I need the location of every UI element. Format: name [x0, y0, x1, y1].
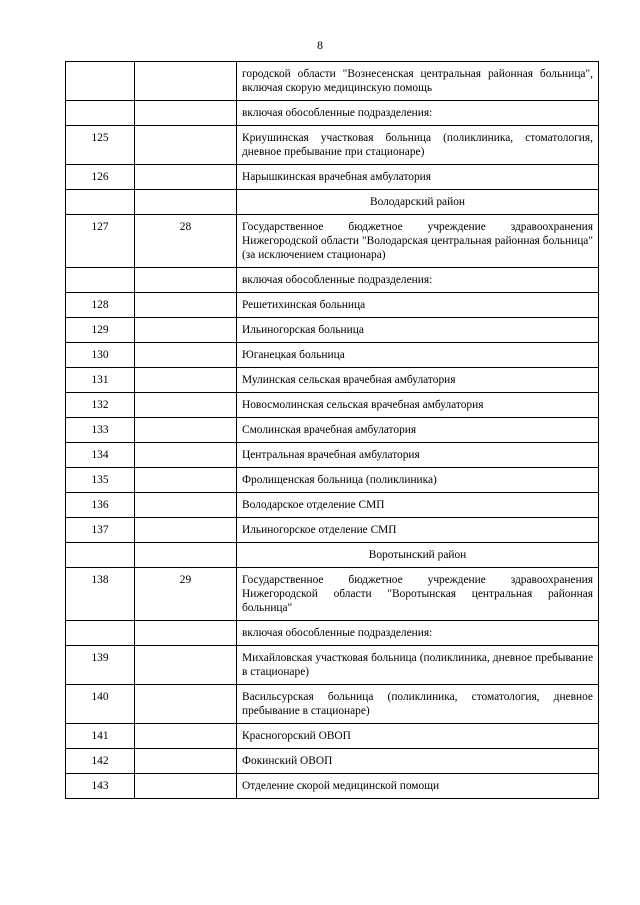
facility-name-cell: Центральная врачебная амбулатория	[237, 443, 599, 468]
facility-name-cell: Ильиногорское отделение СМП	[237, 518, 599, 543]
table-row	[66, 493, 599, 518]
table-row	[66, 418, 599, 443]
code-cell	[135, 621, 237, 646]
row-number-cell: 132	[66, 393, 135, 418]
row-number-cell: 125	[66, 126, 135, 165]
code-cell	[135, 443, 237, 468]
facility-name-cell: Государственное бюджетное учреждение здравоохранения Нижегородской области "Володарская центральная районная больница" (за исключением стационара)	[237, 215, 599, 268]
page-number: 8	[317, 38, 323, 52]
code-cell	[135, 685, 237, 724]
facility-name-cell: Смолинская врачебная амбулатория	[237, 418, 599, 443]
row-number-cell: 129	[66, 318, 135, 343]
row-number-cell	[66, 101, 135, 126]
facility-name-cell: Фокинский ОВОП	[237, 749, 599, 774]
facility-name-cell: Мулинская сельская врачебная амбулатория	[237, 368, 599, 393]
code-cell	[135, 293, 237, 318]
facility-name-cell: Государственное бюджетное учреждение здравоохранения Нижегородской области "Воротынская центральная районная больница"	[237, 568, 599, 621]
row-number-cell: 137	[66, 518, 135, 543]
table-row	[66, 518, 599, 543]
code-cell: 29	[135, 568, 237, 621]
facility-name-cell: Нарышкинская врачебная амбулатория	[237, 165, 599, 190]
row-number-cell: 140	[66, 685, 135, 724]
row-number-cell: 138	[66, 568, 135, 621]
facilities-table	[65, 61, 599, 799]
table-row	[66, 62, 599, 101]
code-cell	[135, 543, 237, 568]
facility-name-cell: включая обособленные подразделения:	[237, 621, 599, 646]
facility-name-cell: включая обособленные подразделения:	[237, 268, 599, 293]
code-cell	[135, 468, 237, 493]
table-row	[66, 343, 599, 368]
region-name-cell: Володарский район	[237, 190, 599, 215]
table-row	[66, 443, 599, 468]
region-name-cell: Воротынский район	[237, 543, 599, 568]
code-cell	[135, 165, 237, 190]
facility-name-cell: Володарское отделение СМП	[237, 493, 599, 518]
code-cell	[135, 724, 237, 749]
code-cell	[135, 62, 237, 101]
row-number-cell	[66, 268, 135, 293]
facility-name-cell: Михайловская участковая больница (поликлиника, дневное пребывание в стационаре)	[237, 646, 599, 685]
code-cell	[135, 343, 237, 368]
facility-name-cell: Красногорский ОВОП	[237, 724, 599, 749]
table-row	[66, 101, 599, 126]
row-number-cell: 127	[66, 215, 135, 268]
facility-name-cell: Ильиногорская больница	[237, 318, 599, 343]
code-cell	[135, 268, 237, 293]
facility-name-cell: городской области "Вознесенская центральная районная больница", включая скорую медицинскую помощь	[237, 62, 599, 101]
table-row	[66, 268, 599, 293]
table-row	[66, 724, 599, 749]
code-cell	[135, 749, 237, 774]
facility-name-cell: Криушинская участковая больница (поликлиника, стоматология, дневное пребывание при стационаре)	[237, 126, 599, 165]
facility-name-cell: Новосмолинская сельская врачебная амбулатория	[237, 393, 599, 418]
facility-name-cell: Отделение скорой медицинской помощи	[237, 774, 599, 799]
region-row	[66, 190, 599, 215]
facility-name-cell: Юганецкая больница	[237, 343, 599, 368]
code-cell	[135, 518, 237, 543]
row-number-cell: 130	[66, 343, 135, 368]
table-row	[66, 774, 599, 799]
code-cell	[135, 774, 237, 799]
row-number-cell: 136	[66, 493, 135, 518]
table-row	[66, 685, 599, 724]
table-row	[66, 368, 599, 393]
row-number-cell: 135	[66, 468, 135, 493]
code-cell	[135, 101, 237, 126]
row-number-cell: 134	[66, 443, 135, 468]
row-number-cell: 133	[66, 418, 135, 443]
row-number-cell: 126	[66, 165, 135, 190]
row-number-cell: 143	[66, 774, 135, 799]
row-number-cell: 141	[66, 724, 135, 749]
table-row	[66, 393, 599, 418]
table-row	[66, 318, 599, 343]
table-row	[66, 568, 599, 621]
code-cell	[135, 393, 237, 418]
row-number-cell	[66, 543, 135, 568]
facility-name-cell: включая обособленные подразделения:	[237, 101, 599, 126]
code-cell	[135, 418, 237, 443]
facility-name-cell: Васильсурская больница (поликлиника, стоматология, дневное пребывание в стационаре)	[237, 685, 599, 724]
table-body	[66, 62, 599, 799]
table-row	[66, 126, 599, 165]
code-cell: 28	[135, 215, 237, 268]
table-row	[66, 468, 599, 493]
row-number-cell: 142	[66, 749, 135, 774]
table-row	[66, 215, 599, 268]
table-row	[66, 293, 599, 318]
code-cell	[135, 646, 237, 685]
row-number-cell	[66, 190, 135, 215]
table-row	[66, 165, 599, 190]
region-row	[66, 543, 599, 568]
code-cell	[135, 318, 237, 343]
code-cell	[135, 190, 237, 215]
row-number-cell	[66, 62, 135, 101]
row-number-cell: 131	[66, 368, 135, 393]
code-cell	[135, 126, 237, 165]
code-cell	[135, 493, 237, 518]
table-row	[66, 646, 599, 685]
row-number-cell	[66, 621, 135, 646]
row-number-cell: 139	[66, 646, 135, 685]
row-number-cell: 128	[66, 293, 135, 318]
table-row	[66, 749, 599, 774]
facility-name-cell: Решетихинская больница	[237, 293, 599, 318]
code-cell	[135, 368, 237, 393]
facility-name-cell: Фролищенская больница (поликлиника)	[237, 468, 599, 493]
table-row	[66, 621, 599, 646]
